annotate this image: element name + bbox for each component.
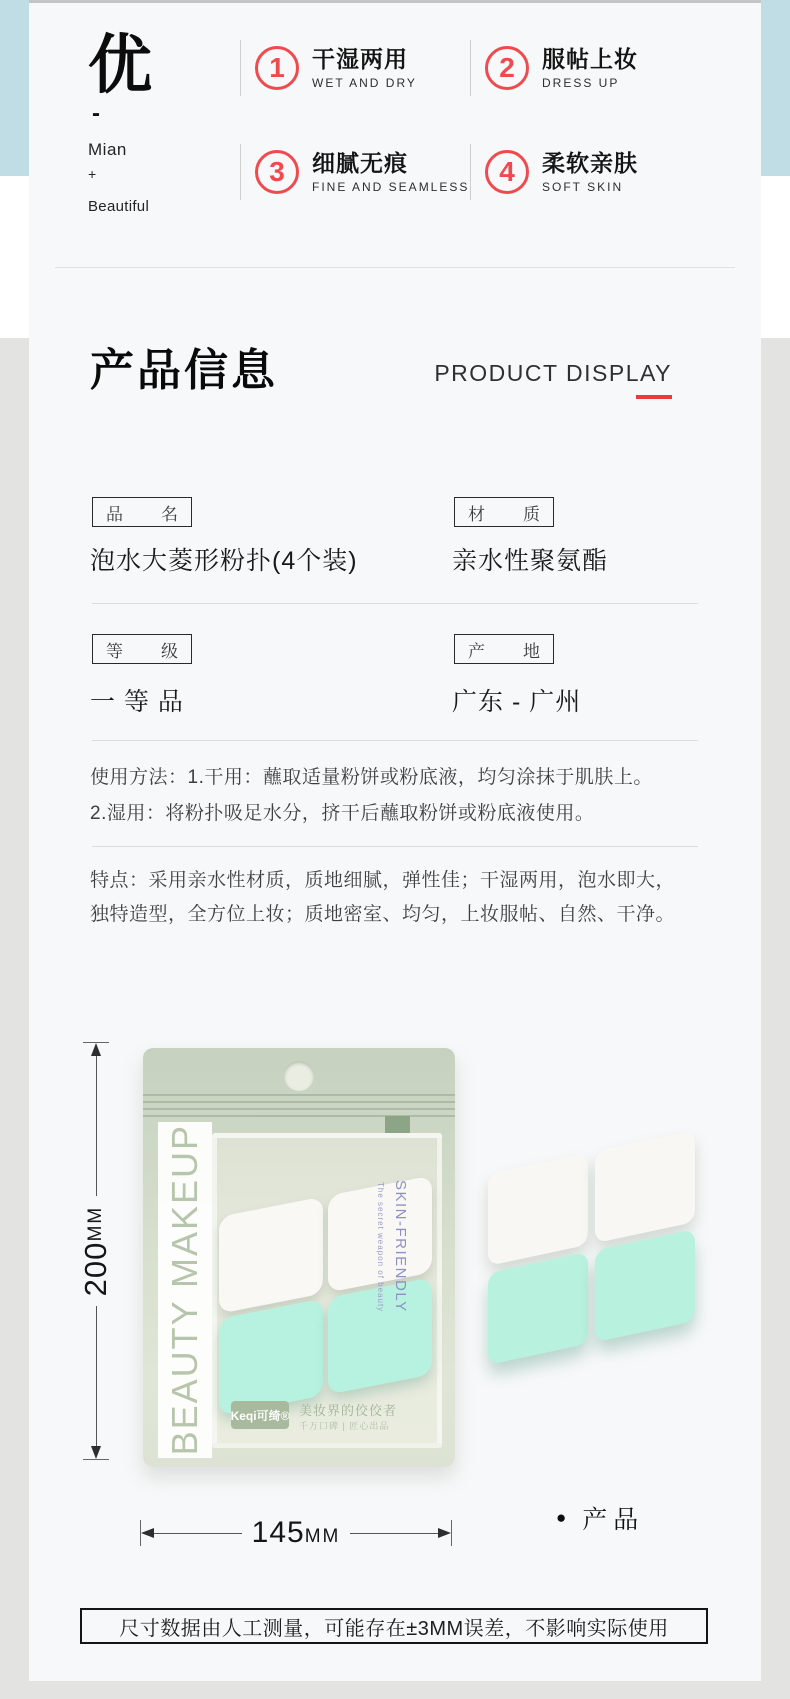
brand-tagline-sub: 千万口碑 | 匠心出品: [299, 1421, 390, 1431]
right-blue-bar: [761, 0, 790, 176]
section-divider: [55, 267, 735, 268]
arrow-right-icon: [438, 1528, 451, 1538]
height-dimension-label: 200 MM: [78, 1205, 113, 1297]
product-caption-text: 产品: [582, 1506, 645, 1534]
hero-dash: -: [92, 100, 100, 128]
field-label-grade: 等 级: [92, 634, 192, 664]
hero-brand-block: [88, 30, 152, 215]
arrow-left-icon: [141, 1528, 154, 1538]
field-label-name: 品 名: [92, 497, 192, 527]
hero-sub2: Beautiful: [88, 198, 150, 216]
product-caption: [556, 1500, 644, 1536]
arrow-down-icon: [91, 1446, 101, 1459]
info-divider-1: [92, 603, 698, 604]
usage-line-2: 2.湿用：将粉扑吸足水分，挤干后蘸取粉饼或粉底液使用。: [90, 803, 595, 824]
brand-logo-badge: Keqi可绮®: [231, 1401, 289, 1429]
width-dimension-label: 145MM: [251, 1516, 341, 1549]
feature-number-circle: [485, 150, 529, 194]
width-dimension: [140, 1512, 452, 1554]
puff-white: [488, 1153, 588, 1266]
feature-number: 4: [499, 156, 515, 187]
puff-mint: [219, 1299, 323, 1416]
height-dimension: [72, 1042, 120, 1460]
field-label-material: 材 质: [454, 497, 554, 527]
feature-item-3: [240, 144, 470, 200]
package-side-strip: [158, 1122, 212, 1458]
features-paragraph: [90, 864, 676, 932]
feature-number: 3: [269, 156, 285, 187]
field-value-name: 泡水大菱形粉扑(4个装): [90, 547, 358, 575]
feature-number: 2: [499, 52, 515, 83]
product-package: [143, 1048, 455, 1467]
hero-sub1: Mian: [88, 140, 127, 160]
info-section-subtitle: PRODUCT DISPLAY: [434, 360, 672, 386]
info-divider-2: [92, 740, 698, 741]
puff-white: [595, 1130, 695, 1243]
usage-paragraph: [90, 760, 670, 832]
info-section-title: 产品信息: [90, 346, 278, 395]
field-value-grade: 一 等 品: [90, 688, 184, 716]
usage-line-1: 使用方法：1.干用：蘸取适量粉饼或粉底液，均匀涂抹于肌肤上。: [90, 767, 653, 788]
puff-white: [219, 1197, 323, 1314]
measurement-disclaimer-box: 尺寸数据由人工测量，可能存在±3MM误差，不影响实际使用: [80, 1608, 708, 1644]
red-underline: [636, 395, 672, 399]
package-side-text: BEAUTY MAKEUP: [164, 1124, 205, 1456]
feature-title-en: SOFT SKIN: [542, 180, 624, 195]
bullet-icon: ●: [556, 1508, 567, 1527]
package-slogan-main: SKIN-FRIENDLY: [392, 1180, 409, 1313]
right-white-strip: [761, 176, 790, 338]
feature-item-1: [240, 40, 470, 96]
hero-plus: +: [88, 166, 97, 183]
field-value-origin: 广东 - 广州: [452, 688, 582, 716]
dimension-tick: [83, 1459, 109, 1460]
feature-title-zh: 服帖上妆: [542, 45, 638, 72]
features-line-2: 独特造型，全方位上妆；质地密室、均匀，上妆服帖、自然、干净。: [90, 904, 676, 925]
feature-title-en: DRESS UP: [542, 76, 620, 91]
feature-item-4: [470, 144, 670, 200]
feature-title-en: WET AND DRY: [312, 76, 417, 91]
arrow-up-icon: [91, 1043, 101, 1056]
package-slogan-sub: The secret weapon of beauty: [376, 1182, 385, 1313]
feature-number-circle: [255, 46, 299, 90]
feature-title-en: FINE AND SEAMLESS: [312, 180, 470, 195]
hero-headline-char: 优: [88, 29, 152, 101]
features-line-1: 特点：采用亲水性材质，质地细腻，弹性佳；干湿两用，泡水即大，: [90, 870, 676, 891]
left-white-strip: [0, 176, 29, 338]
feature-grid: [240, 40, 680, 200]
info-divider-3: [92, 846, 698, 847]
feature-title-zh: 柔软亲肤: [542, 149, 638, 176]
feature-item-2: [470, 40, 670, 96]
hang-hole: [284, 1061, 314, 1091]
left-blue-bar: [0, 0, 29, 176]
feature-title-zh: 干湿两用: [312, 45, 408, 72]
card-top-edge: [29, 0, 761, 3]
brand-tagline: 美妆界的佼佼者: [299, 1403, 398, 1418]
dimension-tick: [451, 1520, 452, 1546]
field-value-material: 亲水性聚氨酯: [452, 547, 609, 575]
feature-title-zh: 细腻无痕: [312, 149, 408, 176]
feature-number-circle: [485, 46, 529, 90]
feature-number: 1: [269, 52, 285, 83]
field-label-origin: 产 地: [454, 634, 554, 664]
feature-number-circle: [255, 150, 299, 194]
